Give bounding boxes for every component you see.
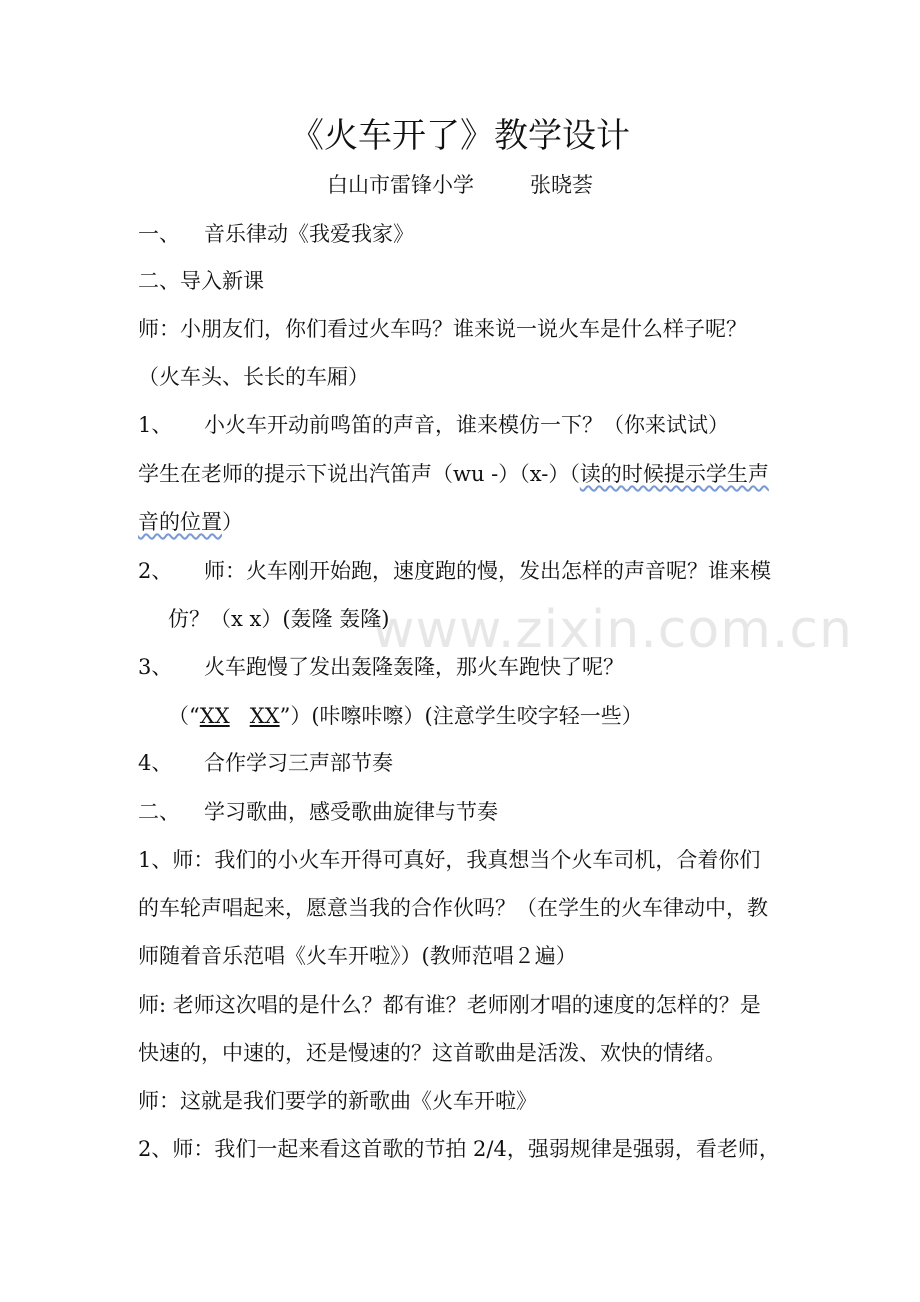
byline (0, 170, 920, 200)
paragraph-line (138, 507, 243, 537)
line-text: ”）(咔嚓咔嚓）(注意学生咬字轻一些） (279, 704, 643, 728)
section-text: 学习歌曲，感受歌曲旋律与节奏 (204, 800, 498, 824)
numbered-item (138, 410, 729, 440)
rhythm-notation: XX (199, 704, 230, 728)
numbered-item (138, 748, 393, 778)
paragraph-line: 师随着音乐范唱《火车开啦》）(教师范唱２遍） (138, 944, 577, 968)
rhythm-line (168, 701, 643, 731)
line-text: （“ (168, 704, 200, 728)
paragraph-line (138, 459, 769, 489)
line-text: 学生在老师的提示下说出汽笛声（wu -）（x-）（ (138, 462, 580, 486)
watermark: www.zixin.com.cn (372, 600, 853, 660)
author-name: 张晓荟 (530, 173, 593, 197)
paragraph-line: 师: 老师这次唱的是什么？都有谁？老师刚才唱的速度的怎样的？是 (138, 993, 761, 1017)
item-number: 1、 (138, 413, 173, 437)
paragraph-line: 师：这就是我们要学的新歌曲《火车开啦》 (138, 1089, 537, 1113)
section-text: 音乐律动《我爱我家》 (204, 222, 414, 246)
paragraph-line: （火车头、长长的车厢） (138, 365, 369, 389)
paragraph-line: 的车轮声唱起来，愿意当我的合作伙吗？（在学生的火车律动中，教 (138, 896, 768, 920)
item-number: 3、 (138, 655, 173, 679)
section-heading: 二、导入新课 (138, 269, 264, 293)
line-text: ） (222, 510, 243, 534)
school-name: 白山市雷锋小学 (327, 173, 474, 197)
item-text: 师：火车刚开始跑，速度跑的慢，发出怎样的声音呢？谁来模 (204, 559, 771, 583)
paragraph-line: 2、师：我们一起来看这首歌的节拍 2/4，强弱规律是强弱，看老师， (138, 1137, 780, 1161)
item-number: 2、 (138, 559, 173, 583)
rhythm-notation: XX (249, 704, 280, 728)
numbered-item (138, 556, 771, 586)
paragraph-line: 1、师：我们的小火车开得可真好，我真想当个火车司机，合着你们 (138, 848, 761, 872)
document-title: 《火车开了》教学设计 (290, 116, 630, 156)
item-text: 小火车开动前鸣笛的声音，谁来模仿一下？（你来试试） (204, 413, 729, 437)
section-number: 二、 (138, 800, 180, 824)
paragraph-line: 师：小朋友们，你们看过火车吗？谁来说一说火车是什么样子呢？ (138, 317, 747, 341)
spellcheck-marked-text: 读的时候提示学生声 (579, 462, 769, 486)
item-text: 火车跑慢了发出轰隆轰隆，那火车跑快了呢？ (204, 655, 624, 679)
spellcheck-marked-text: 音的位置 (138, 510, 222, 534)
paragraph-line: 快速的，中速的，还是慢速的？这首歌曲是活泼、欢快的情绪。 (138, 1041, 726, 1065)
paragraph-line: 仿？（x x）(轰隆 轰隆) (168, 607, 390, 631)
section-number: 一、 (138, 222, 180, 246)
item-number: 4、 (138, 751, 173, 775)
item-text: 合作学习三声部节奏 (204, 751, 393, 775)
section-heading (138, 797, 498, 827)
section-heading (138, 219, 414, 249)
